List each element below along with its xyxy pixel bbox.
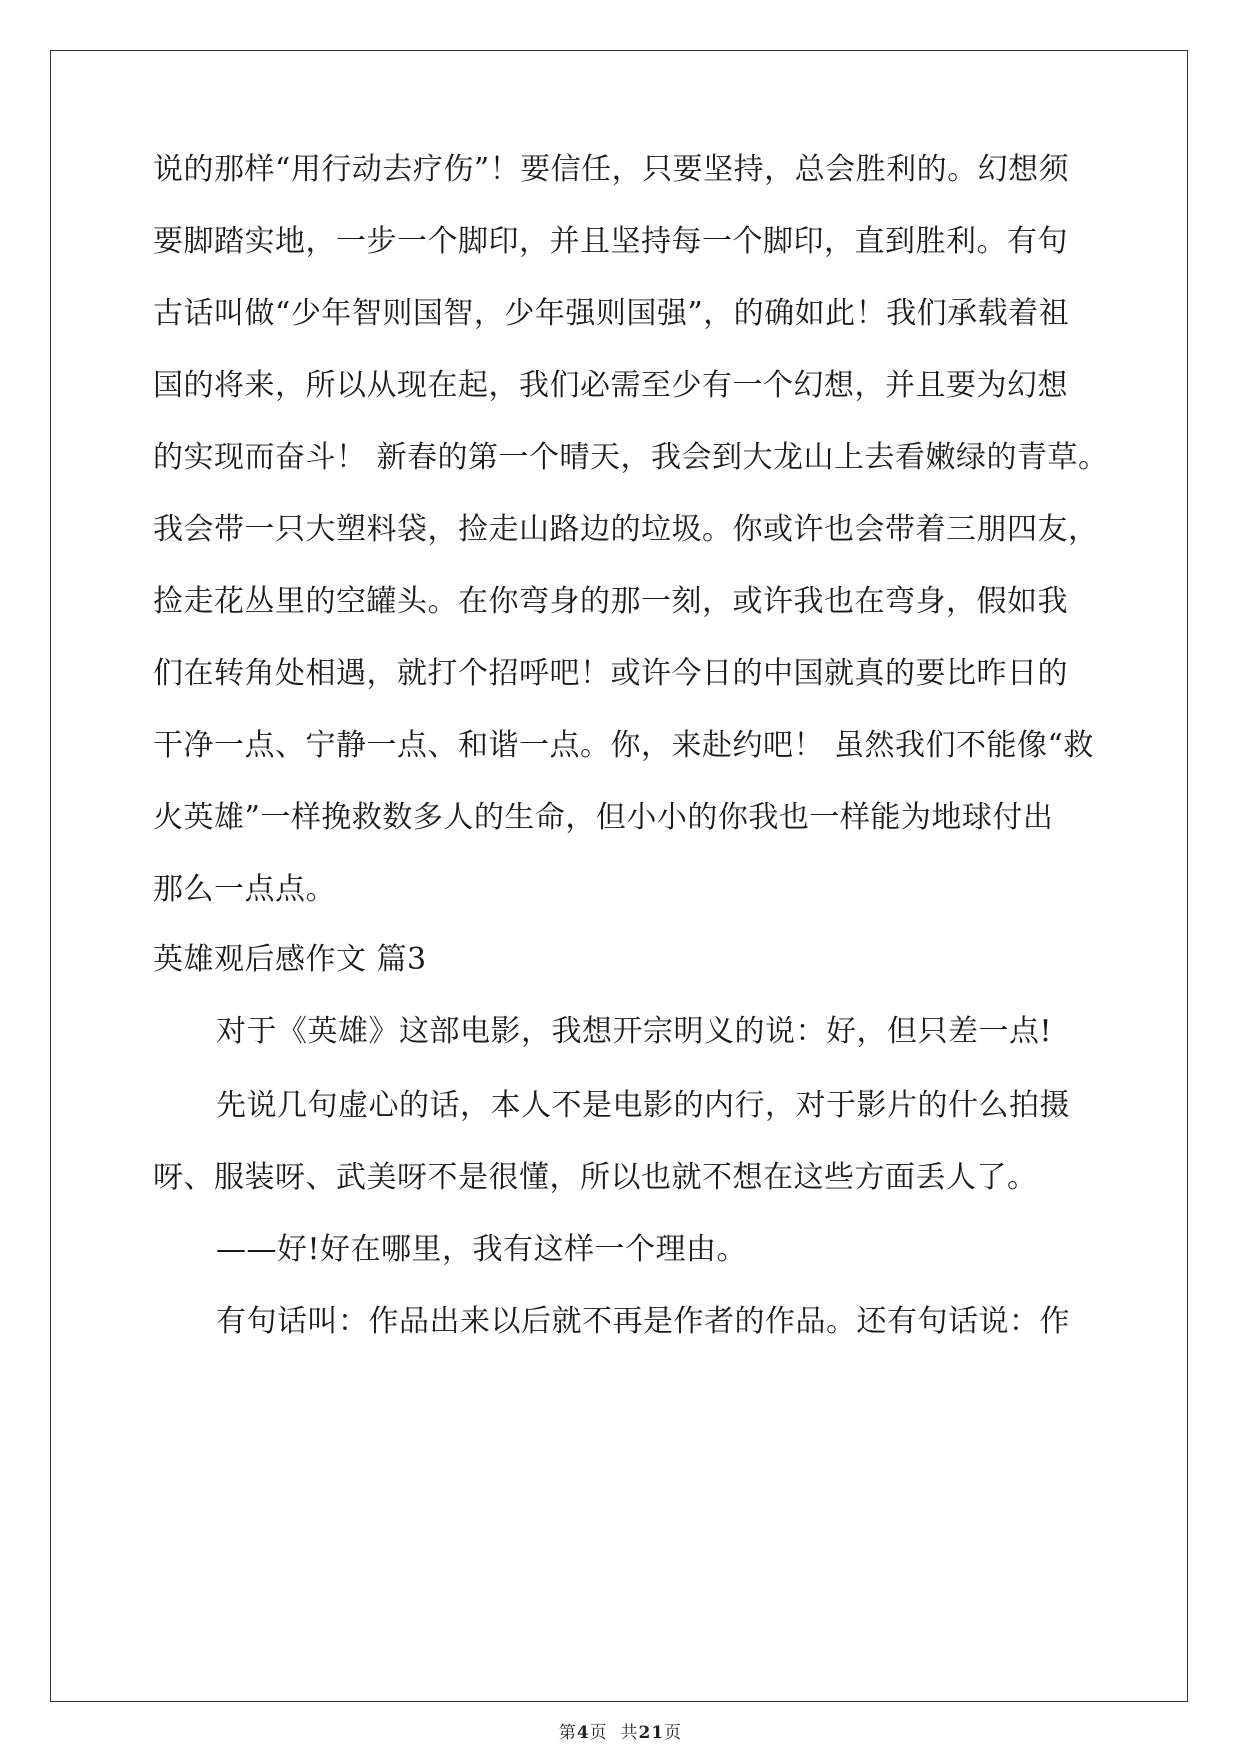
text-line: 国的将来，所以从现在起，我们必需至少有一个幻想，并且要为幻想 <box>153 368 1068 403</box>
text-line: 们在转角处相遇，就打个招呼吧！或许今日的中国就真的要比昨日的 <box>153 656 1068 691</box>
text-line: 干净一点、宁静一点、和谐一点。你，来赴约吧！ 虽然我们不能像“救 <box>153 728 1094 763</box>
text-line: 要脚踏实地，一步一个脚印，并且坚持每一个脚印，直到胜利。有句 <box>153 224 1068 259</box>
footer-suffix: 页 <box>664 1723 683 1743</box>
current-page-number: 4 <box>576 1723 590 1743</box>
page-footer <box>0 1718 1241 1743</box>
paragraph-line: 有句话叫：作品出来以后就不再是作者的作品。还有句话说：作 <box>216 1304 1070 1339</box>
paragraph-line: 先说几句虚心的话，本人不是电影的内行，对于影片的什么拍摄 <box>216 1088 1070 1123</box>
total-pages-number: 21 <box>638 1723 665 1743</box>
footer-prefix: 第 <box>558 1723 577 1743</box>
paragraph-line: 对于《英雄》这部电影，我想开宗明义的说：好，但只差一点! <box>216 1014 1053 1049</box>
text-line: 火英雄”一样挽救数多人的生命，但小小的你我也一样能为地球付出 <box>153 800 1054 835</box>
text-line: 说的那样“用行动去疗伤”！要信任，只要坚持，总会胜利的。幻想须 <box>153 152 1070 187</box>
text-line: 的实现而奋斗！ 新春的第一个晴天，我会到大龙山上去看嫩绿的青草。 <box>153 440 1109 475</box>
paragraph-line: ——好!好在哪里，我有这样一个理由。 <box>216 1232 748 1267</box>
section-heading: 英雄观后感作文 篇3 <box>153 942 427 977</box>
text-line: 捡走花丛里的空罐头。在你弯身的那一刻，或许我也在弯身，假如我 <box>153 584 1068 619</box>
text-line: 古话叫做“少年智则国智，少年强则国强”，的确如此！我们承载着祖 <box>153 296 1070 331</box>
footer-mid: 页 共 <box>589 1723 639 1743</box>
paragraph-line: 呀、服装呀、武美呀不是很懂，所以也就不想在这些方面丢人了。 <box>153 1160 1038 1195</box>
text-line: 我会带一只大塑料袋，捡走山路边的垃圾。你或许也会带着三朋四友， <box>153 512 1099 547</box>
text-line: 那么一点点。 <box>153 872 336 907</box>
